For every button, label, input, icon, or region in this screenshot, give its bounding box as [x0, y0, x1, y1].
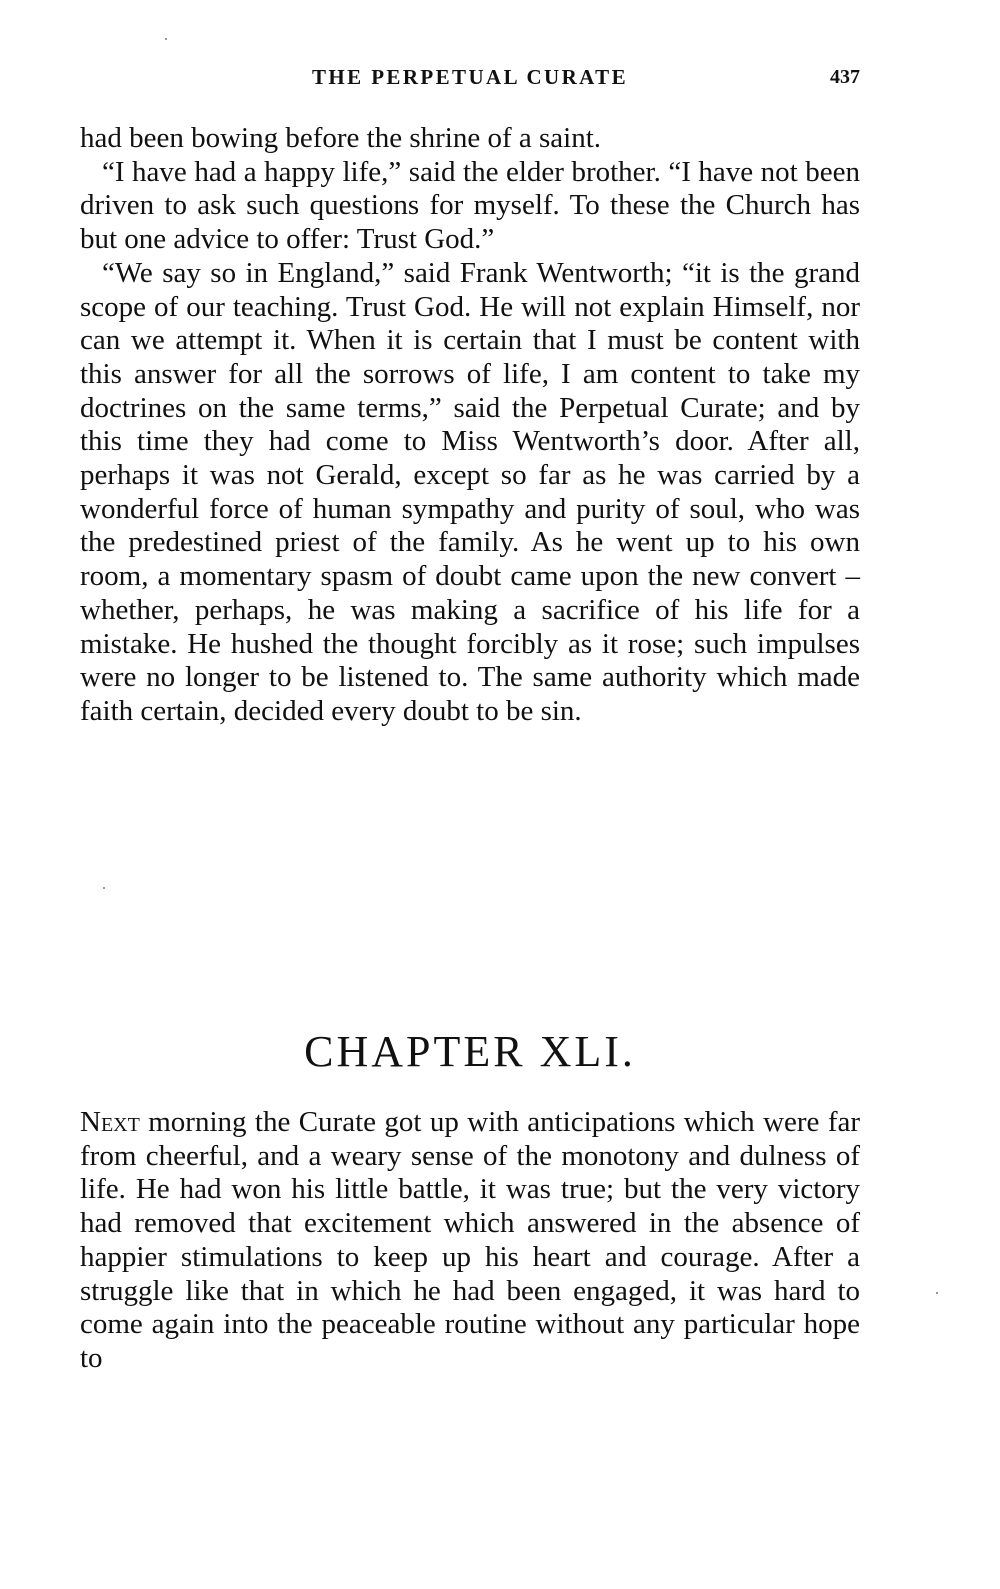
opening-word: Next	[80, 1106, 140, 1138]
opening-text: morning the Curate got up with anticipations which were far from cheerful, and a weary sense of the monotony and dulness of life. He had won his little battle, it was true; but the very victory had removed that excitement which answered in the absence of happier stimulations to keep up his heart and courage. After a struggle like that in which he had been engaged, it was hard to come again into the peaceable routine without any particular hope to	[80, 1106, 860, 1374]
scan-speck	[103, 887, 105, 889]
chapter-heading: CHAPTER XLI.	[304, 1027, 636, 1076]
text-block	[80, 122, 860, 729]
page-number: 437	[830, 66, 860, 88]
running-header	[80, 62, 860, 92]
chapter-opening-paragraph	[80, 1106, 860, 1376]
chapter-text-block	[80, 1106, 860, 1376]
running-title: THE PERPETUAL CURATE	[312, 65, 628, 89]
paragraph: “I have had a happy life,” said the elder brother. “I have not been driven to ask such questions for myself. To these the Church has but one advice to offer: Trust God.”	[80, 155, 860, 256]
paragraph: had been bowing before the shrine of a saint.	[80, 122, 602, 154]
paragraph: “We say so in England,” said Frank Wentworth; “it is the grand scope of our teaching. Trust God. He will not explain Himself, nor can we attempt it. When it is certain that I must be content with this answer for all the sorrows of life, I am content to take my doctrines on the same terms,” said the Perpetual Curate; and by this time they had come to Miss Wentworth’s door. After all, perhaps it was not Gerald, except so far as he was carried by a wonderful force of human sympathy and purity of soul, who was the predestined priest of the family. As he went up to his own room, a momentary spasm of doubt came upon the new convert – whether, perhaps, he was making a sacrifice of his life for a mistake. He hushed the thought forcibly as it rose; such impulses were no longer to be listened to. The same authority which made faith certain, decided every doubt to be sin.	[80, 256, 860, 727]
scan-speck	[165, 38, 167, 40]
scan-speck	[936, 1292, 938, 1294]
